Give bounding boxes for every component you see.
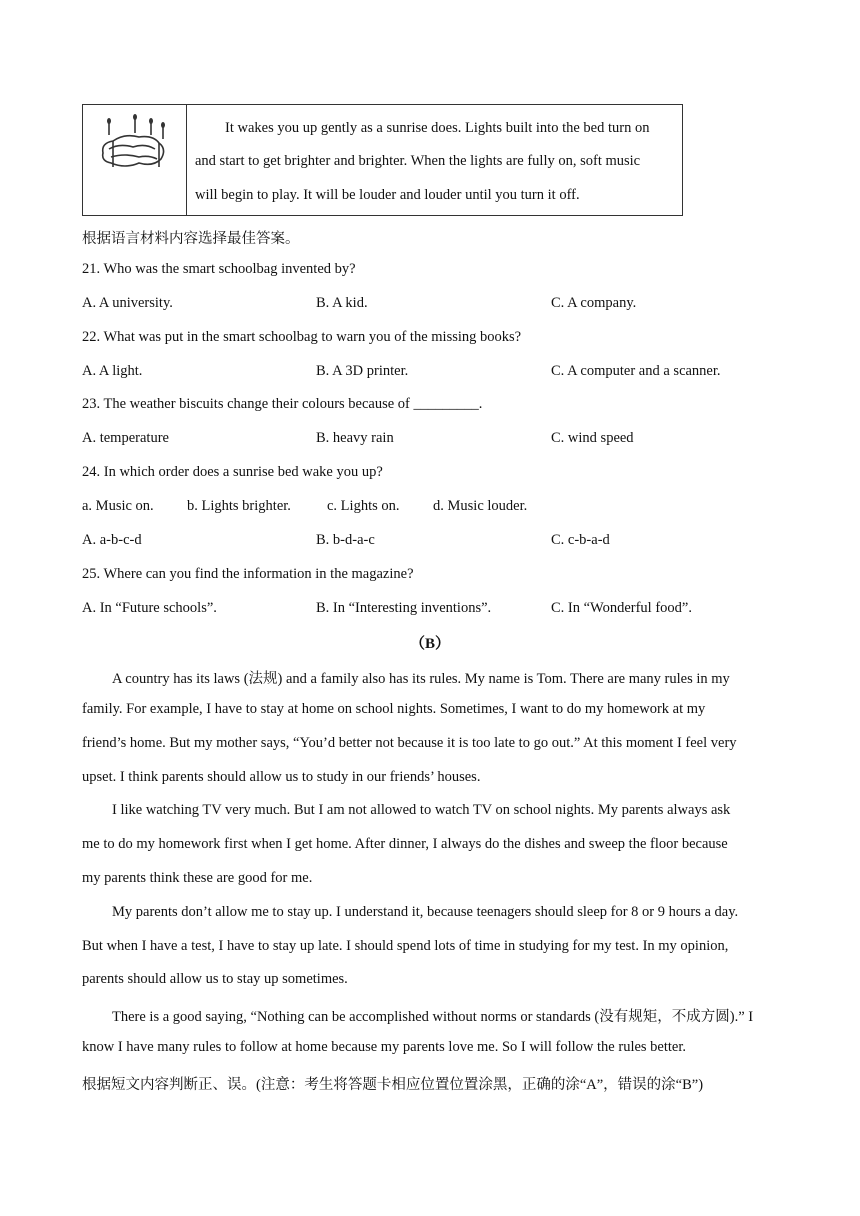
passage-line-1: A country has its laws (法规) and a family also has its rules. My name is Tom. There are many rules in my: [112, 671, 730, 687]
box-divider: [186, 105, 187, 215]
sunrise-bed-image: [95, 113, 175, 177]
passage-line-10: parents should allow us to stay up sometimes.: [82, 971, 348, 987]
option-23-b: B. heavy rain: [316, 430, 394, 446]
option-25-b: B. In “Interesting inventions”.: [316, 600, 492, 616]
option-25-c: C. In “Wonderful food”.: [551, 600, 692, 616]
instruction-choose: 根据语言材料内容选择最佳答案。: [82, 231, 300, 247]
question-21: 21. Who was the smart schoolbag invented by?: [82, 261, 356, 277]
passage-line-4: upset. I think parents should allow us to study in our friends’ houses.: [82, 769, 481, 785]
option-23-a: A. temperature: [82, 430, 169, 446]
passage-line-8: My parents don’t allow me to stay up. I understand it, because teenagers should sleep for 8 or 9 hours a day.: [112, 904, 739, 920]
question-24: 24. In which order does a sunrise bed wake you up?: [82, 464, 383, 480]
passage-line-9: But when I have a test, I have to stay up late. I should spend lots of time in studying for my test. In my opinion,: [82, 938, 729, 954]
option-25-a: A. In “Future schools”.: [82, 600, 217, 616]
option-24-c: C. c-b-a-d: [551, 532, 610, 548]
item-24-d: d. Music louder.: [433, 498, 528, 514]
passage-line-12: know I have many rules to follow at home because my parents love me. So I will follow the rules better.: [82, 1039, 687, 1055]
instruction-judge: 根据短文内容判断正、误。(注意：考生将答题卡相应位置位置涂黑，正确的涂“A”，错误的涂“B”): [82, 1077, 704, 1093]
option-23-c: C. wind speed: [551, 430, 634, 446]
question-22: 22. What was put in the smart schoolbag to warn you of the missing books?: [82, 329, 522, 345]
passage-line-11: There is a good saying, “Nothing can be accomplished without norms or standards (没有规矩，不成方圆).” I: [112, 1009, 754, 1025]
question-23: 23. The weather biscuits change their colours because of _________.: [82, 396, 483, 412]
section-b-title: （B）: [410, 636, 451, 652]
item-24-b: b. Lights brighter.: [187, 498, 291, 514]
passage-line-3: friend’s home. But my mother says, “You’d better not because it is too late to go out.” At this moment I feel very: [82, 735, 737, 751]
passage-line-5: I like watching TV very much. But I am not allowed to watch TV on school nights. My parents always ask: [112, 802, 731, 818]
box-line-3: will begin to play. It will be louder and louder until you turn it off.: [195, 187, 580, 203]
box-line-2: and start to get brighter and brighter. When the lights are fully on, soft music: [195, 153, 641, 169]
item-24-a: a. Music on.: [82, 498, 154, 514]
box-line-1: It wakes you up gently as a sunrise does. Lights built into the bed turn on: [225, 120, 650, 136]
item-24-c: c. Lights on.: [327, 498, 400, 514]
passage-line-2: family. For example, I have to stay at home on school nights. Sometimes, I want to do my homework at my: [82, 701, 706, 717]
option-22-b: B. A 3D printer.: [316, 363, 409, 379]
question-25: 25. Where can you find the information in the magazine?: [82, 566, 414, 582]
option-22-a: A. A light.: [82, 363, 143, 379]
option-21-c: C. A company.: [551, 295, 637, 311]
option-24-b: B. b-d-a-c: [316, 532, 375, 548]
option-24-a: A. a-b-c-d: [82, 532, 142, 548]
option-21-a: A. A university.: [82, 295, 173, 311]
option-22-c: C. A computer and a scanner.: [551, 363, 721, 379]
option-21-b: B. A kid.: [316, 295, 368, 311]
passage-line-7: my parents think these are good for me.: [82, 870, 313, 886]
passage-line-6: me to do my homework first when I get home. After dinner, I always do the dishes and sweep the floor because: [82, 836, 728, 852]
text-box: [82, 104, 683, 216]
